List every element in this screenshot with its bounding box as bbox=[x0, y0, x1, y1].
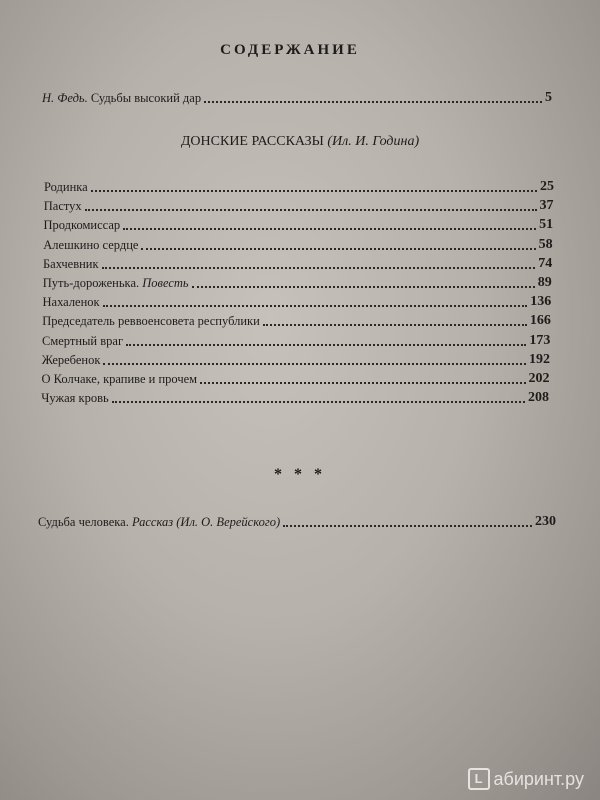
toc-entry-page: 202 bbox=[528, 371, 550, 386]
toc-entry-title: Родинка bbox=[44, 180, 88, 194]
toc-entry-page: 25 bbox=[540, 179, 554, 194]
toc-entry bbox=[42, 370, 550, 388]
leader-dots bbox=[103, 304, 528, 307]
leader-dots bbox=[103, 362, 526, 365]
toc-entry-page: 192 bbox=[528, 351, 550, 367]
section-name: ДОНСКИЕ РАССКАЗЫ bbox=[180, 134, 324, 149]
contents-heading: СОДЕРЖАНИЕ bbox=[220, 42, 360, 58]
leader-dots bbox=[141, 247, 535, 250]
toc-entry-title: Продкомиссар bbox=[43, 218, 121, 233]
toc-entry-title: Нахаленок bbox=[42, 295, 100, 310]
toc-entry bbox=[43, 255, 552, 273]
toc-entry-title: Пастух bbox=[43, 199, 82, 214]
preface-entry bbox=[42, 89, 552, 107]
toc-entry bbox=[42, 312, 551, 330]
labirint-watermark bbox=[468, 768, 584, 790]
leader-dots bbox=[85, 208, 537, 211]
toc-entry bbox=[44, 197, 554, 215]
toc-entry bbox=[43, 236, 552, 254]
leader-dots bbox=[283, 524, 532, 527]
toc-entry bbox=[41, 389, 549, 407]
toc-entry-page: 58 bbox=[538, 236, 553, 252]
toc-entry bbox=[42, 332, 550, 350]
toc-entry-title: Бахчевник bbox=[43, 256, 99, 271]
final-entry-note: Рассказ bbox=[131, 515, 174, 529]
watermark-text: абиринт.ру bbox=[493, 768, 584, 789]
leader-dots bbox=[263, 323, 527, 326]
toc-entry-page: 89 bbox=[537, 275, 552, 290]
toc-entry-page: 37 bbox=[539, 198, 554, 214]
toc-entry bbox=[44, 178, 554, 196]
toc-entry-page: 51 bbox=[539, 217, 554, 233]
leader-dots bbox=[204, 100, 542, 103]
toc-entry-page: 74 bbox=[538, 255, 553, 271]
final-entry bbox=[38, 513, 556, 531]
final-entry-illustrator: (Ил. О. Верейского) bbox=[176, 515, 281, 529]
leader-dots bbox=[200, 381, 525, 384]
toc-entry-title: Смертный враг bbox=[42, 333, 124, 348]
toc-entry-title: О Колчаке, крапиве и прочем bbox=[41, 372, 198, 386]
leader-dots bbox=[112, 400, 525, 403]
leader-dots bbox=[192, 285, 535, 288]
final-entry-title: Судьба человека. bbox=[38, 515, 129, 529]
toc-entry-title: Чужая кровь bbox=[41, 391, 109, 406]
toc-entry-page: 166 bbox=[529, 313, 551, 329]
toc-entry-page: 208 bbox=[528, 390, 550, 406]
toc-entry bbox=[42, 351, 550, 369]
toc-entry bbox=[43, 274, 552, 292]
leader-dots bbox=[91, 189, 537, 192]
section-title bbox=[0, 134, 600, 150]
toc-entry bbox=[43, 293, 552, 311]
leader-dots bbox=[126, 343, 526, 346]
labirint-logo-icon: L bbox=[468, 768, 490, 790]
toc-entry-page: 173 bbox=[529, 332, 551, 348]
final-entry-page: 230 bbox=[535, 514, 556, 529]
preface-page: 5 bbox=[545, 90, 552, 105]
toc-entry-page: 136 bbox=[530, 294, 552, 310]
toc-entry-title: Жеребенок bbox=[41, 352, 101, 367]
toc-entry bbox=[44, 216, 554, 234]
toc-entry-title: Путь-дороженька. bbox=[42, 276, 140, 290]
separator-stars: * * * bbox=[274, 466, 326, 483]
preface-author: Н. Федь. bbox=[42, 91, 88, 105]
preface-title: Судьбы высокий дар bbox=[90, 91, 202, 105]
leader-dots bbox=[123, 227, 536, 230]
toc-entry-title: Председатель реввоенсовета республики bbox=[42, 314, 260, 329]
section-illustrator: (Ил. И. Година) bbox=[327, 134, 420, 149]
leader-dots bbox=[102, 266, 536, 269]
toc-entry-note: Повесть bbox=[142, 276, 189, 290]
toc-entry-title: Алешкино сердце bbox=[43, 237, 139, 252]
